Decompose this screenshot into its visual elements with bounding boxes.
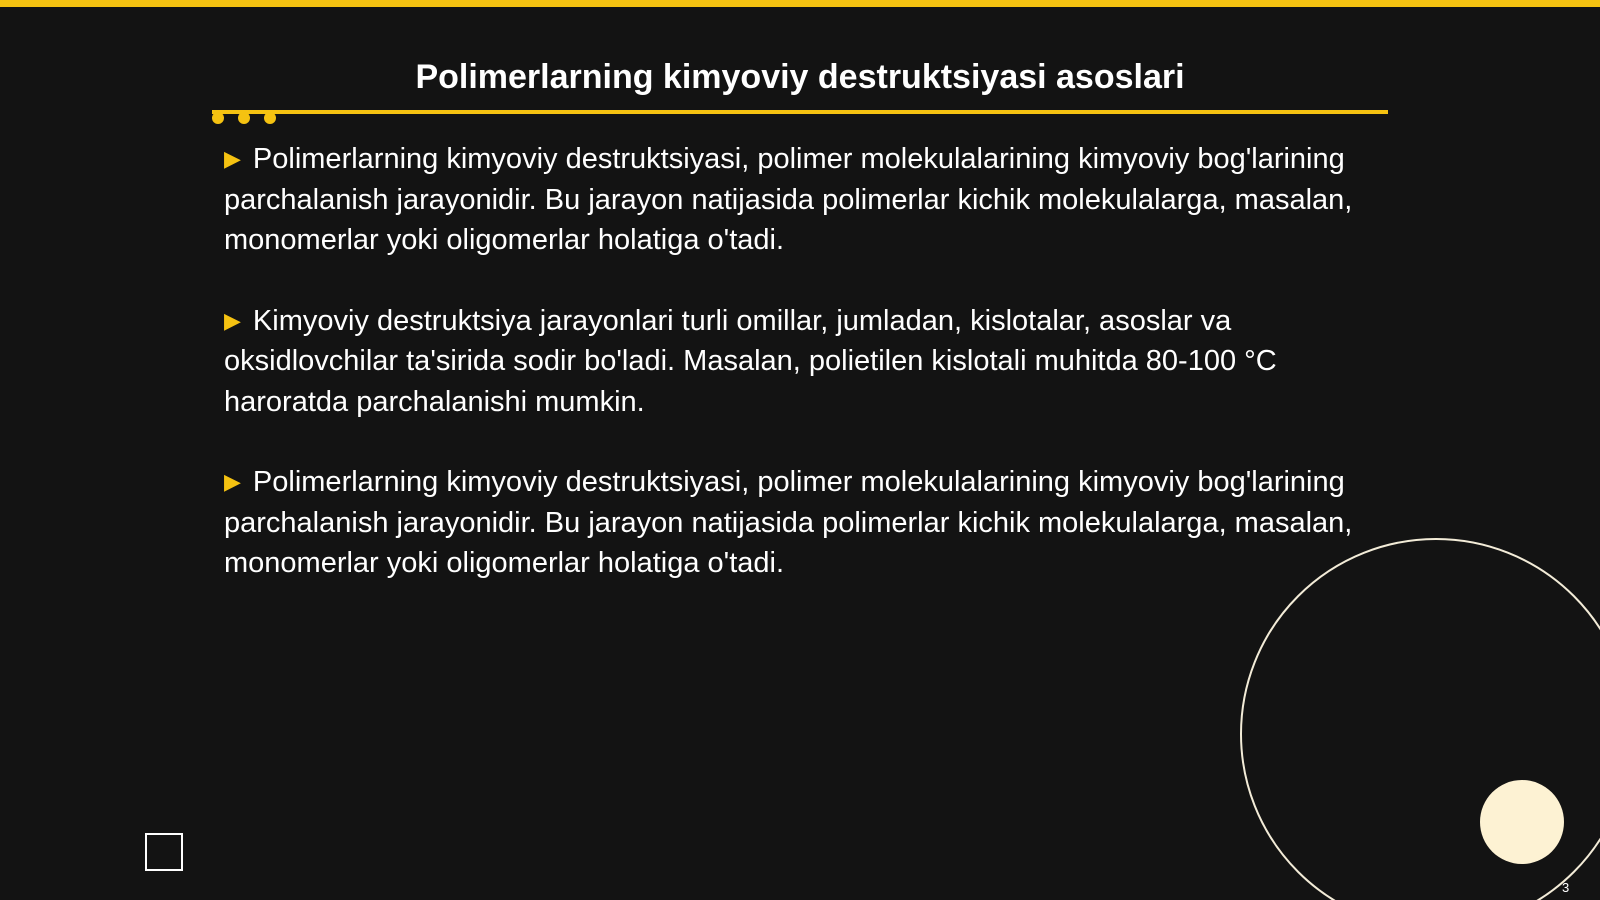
bullet-text: Kimyoviy destruktsiya jarayonlari turli omillar, jumladan, kislotalar, asoslar va oksidlovchilar ta'sirida sodir bo'ladi. Masalan, polietilen kislotali muhitda 80-100 °C haroratda parchalanishi mumkin. (224, 304, 1277, 418)
bullet-item (224, 139, 1374, 261)
decor-square-outline (145, 833, 183, 871)
bullet-item (224, 462, 1374, 584)
bullet-arrow-icon: ▶ (224, 469, 241, 494)
slide-title: Polimerlarning kimyoviy destruktsiyasi asoslari (415, 58, 1185, 96)
bullet-list (224, 139, 1374, 624)
bullet-item (224, 301, 1374, 423)
page-number: 3 (1562, 880, 1570, 895)
decor-dot (264, 112, 276, 124)
decor-dot (212, 112, 224, 124)
bullet-arrow-icon: ▶ (224, 307, 241, 333)
title-underline (212, 110, 1388, 114)
bullet-text: Polimerlarning kimyoviy destruktsiyasi, polimer molekulalarining kimyoviy bog'larining parchalanish jarayonidir. Bu jarayon natijasida polimerlar kichik molekulalarga, masalan, monomerlar yoki oligomerlar holatiga o'tadi. (224, 466, 1353, 579)
top-accent-bar (0, 0, 1600, 7)
decor-dot (238, 112, 250, 124)
bullet-text: Polimerlarning kimyoviy destruktsiyasi, polimer molekulalarining kimyoviy bog'larining parchalanish jarayonidir. Bu jarayon natijasida polimerlar kichik molekulalarga, masalan, monomerlar yoki oligomerlar holatiga o'tadi. (224, 143, 1353, 256)
bullet-arrow-icon: ▶ (224, 146, 241, 171)
decor-circle-filled (1480, 780, 1564, 864)
